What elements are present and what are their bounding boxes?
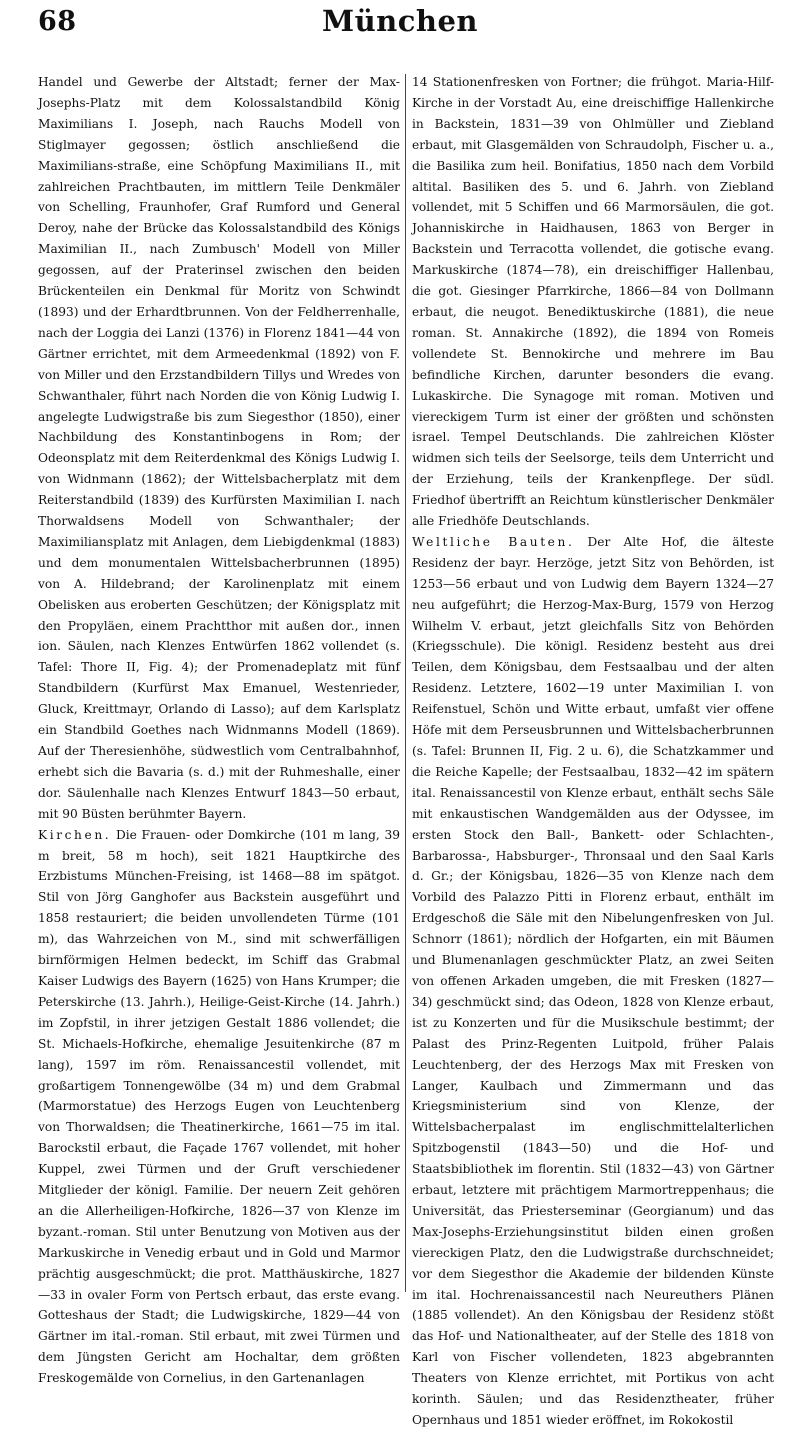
right-column bbox=[412, 72, 775, 1427]
paragraph-intro-text: Handel und Gewerbe der Altstadt; ferner der Max-Josephs-Platz mit dem Kolossalstandbild König Maximilians I. Joseph, nach Rauchs Modell von Stiglmayer gegossen; östlich anschließend die Maximilians-straße, eine Schöpfung Maximilians II., mit zahlreichen Prachtbauten, im mittlern Teile Denkmäler von Schelling, Fraunhofer, Graf Rumford und General Deroy, nahe der Brücke das Kolossalstandbild des Königs Maximilian II., nach Zumbusch' Modell von Miller gegossen, auf der Praterinsel zwischen den beiden Brückenteilen ein Denkmal für Moritz von Schwindt (1893) und der Erhardtbrunnen. Von der Feldherrenhalle, nach der Loggia dei Lanzi (1376) in Florenz 1841—44 von Gärtner errichtet, mit dem Armeedenkmal (1892) von F. von Miller und den Erzstandbildern Tillys und Wredes von Schwanthaler, führt nach Norden die von König Ludwig I. angelegte Ludwigstraße bis zum Siegesthor (1850), einer Nachbildung des Konstantinbogens in Rom; der Odeonsplatz mit dem Reiterdenkmal des Königs Ludwig I. von Widnmann (1862); der Wittelsbacherplatz mit dem Reiterstandbild (1839) des Kurfürsten Maximilian I. nach Thorwaldsens Modell von Schwanthaler; der Maximiliansplatz mit Anlagen, dem Liebigdenkmal (1883) und dem monumentalen Wittelsbacherbrunnen (1895) von A. Hildebrand; der Karolinenplatz mit einem Obelisken aus eroberten Geschützen; der Königsplatz mit den Propyläen, einem Prachtthor mit außen dor., innen ion. Säulen, nach Klenzes Entwürfen 1862 vollendet (s. Tafel: Thore II, Fig. 4); der Promenadeplatz mit fünf Standbildern (Kurfürst Max Emanuel, Westenrieder, Gluck, Kreittmayr, Orlando di Lasso); auf dem Karlsplatz ein Standbild Goethes nach Widnmanns Modell (1869). Auf der Theresienhöhe, südwestlich vom Centralbahnhof, erhebt sich die Bavaria (s. d.) mit der Ruhmeshalle, einer dor. Säulenhalle nach Klenzes Entwurf 1843—50 erbaut, mit 90 Büsten berühmter Bayern. bbox=[38, 75, 400, 821]
left-column bbox=[38, 72, 400, 1386]
paragraph-kirchen bbox=[38, 825, 400, 1389]
paragraph-intro bbox=[38, 72, 400, 825]
paragraph-kirchen-continued bbox=[412, 72, 774, 532]
paragraph-kirchen-text: Die Frauen- oder Domkirche (101 m lang, 39 m breit, 58 m hoch), seit 1821 Hauptkirche des Erzbistums München-Freising, ist 1468—88 im spätgot. Stil von Jörg Ganghofer aus Backstein ausgeführt und 1858 restauriert; die beiden unvollendeten Türme (101 m), das Wahrzeichen von M., sind mit schwerfälligen birnförmigen Helmen bedeckt, im Schiff das Grabmal Kaiser Ludwigs des Bayern (1625) von Hans Krumper; die Peterskirche (13. Jahrh.), Heilige-Geist-Kirche (14. Jahrh.) im Zopfstil, in ihrer jetzigen Gestalt 1886 vollendet; die St. Michaels-Hofkirche, ehemalige Jesuitenkirche (87 m lang), 1597 im röm. Renaissancestil vollendet, mit großartigem Tonnengewölbe (34 m) und dem Grabmal (Marmorstatue) des Herzogs Eugen von Leuchtenberg von Thorwaldsen; die Theatinerkirche, 1661—75 im ital. Barockstil erbaut, die Façade 1767 vollendet, mit hoher Kuppel, zwei Türmen und der Gruft verschiedener Mitglieder der königl. Familie. Der neuern Zeit gehören an die Allerheiligen-Hofkirche, 1826—37 von Klenze im byzant.-roman. Stil unter Benutzung von Motiven aus der Markuskirche in Venedig erbaut und in Gold und Marmor prächtig ausgeschmückt; die prot. Matthäuskirche, 1827—33 in ovaler Form von Pertsch erbaut, das erste evang. Gotteshaus der Stadt; die Ludwigskirche, 1829—44 von Gärtner im ital.-roman. Stil erbaut, mit zwei Türmen und dem Jüngsten Gericht am Hochaltar, dem größten Freskogemälde von Cornelius, in den Gartenanlagen bbox=[38, 827, 400, 1386]
paragraph-kirchen-continued-text: 14 Stationenfresken von Fortner; die frühgot. Maria-Hilf-Kirche in der Vorstadt Au, eine dreischiffige Hallenkirche in Backstein, 1831—39 von Ohlmüller und Ziebland erbaut, mit Glasgemälden von Schraudolph, Fischer u. a., die Basilika zum heil. Bonifatius, 1850 nach dem Vorbild altital. Basiliken des 5. und 6. Jahrh. von Ziebland vollendet, mit 5 Schiffen und 66 Marmorsäulen, die got. Johanniskirche in Haidhausen, 1863 von Berger in Backstein und Terracotta vollendet, die gotische evang. Markuskirche (1874—78), ein dreischiffiger Hallenbau, die got. Giesinger Pfarrkirche, 1866—84 von Dollmann erbaut, die neugot. Benediktuskirche (1881), die neue roman. St. Annakirche (1892), die 1894 von Romeis vollendete St. Bennokirche und mehrere im Bau befindliche Kirchen, darunter besonders die evang. Lukaskirche. Die Synagoge mit roman. Motiven und viereckigem Turm ist einer der größten und schönsten israel. Tempel Deutschlands. Die zahlreichen Klöster widmen sich teils der Seelsorge, teils dem Unterricht und der Erziehung, teils der Krankenpflege. Der südl. Friedhof übertrifft an Reichtum künstlerischer Denkmäler alle Friedhöfe Deutschlands. bbox=[412, 75, 774, 529]
paragraph-weltliche-bauten-text: Der Alte Hof, die älteste Residenz der bayr. Herzöge, jetzt Sitz von Behörden, ist 1253—56 erbaut und von Ludwig dem Bayern 1324—27 neu aufgeführt; die Herzog-Max-Burg, 1579 von Herzog Wilhelm V. erbaut, jetzt gleichfalls Sitz von Behörden (Kriegsschule). Die königl. Residenz besteht aus drei Teilen, dem Königsbau, dem Festsaalbau und der alten Residenz. Letztere, 1602—19 unter Maximilian I. von Reifenstuel, Schön und Witte erbaut, umfaßt vier offene Höfe mit dem Perseusbrunnen und Wittelsbacherbrunnen (s. Tafel: Brunnen II, Fig. 2 u. 6), die Schatzkammer und die Reiche Kapelle; der Festsaalbau, 1832—42 im spätern ital. Renaissancestil von Klenze erbaut, enthält sechs Säle mit enkaustischen Wandgemälden aus der Odyssee, im ersten Stock den Ball-, Bankett- oder Schlachten-, Barbarossa-, Habsburger-, Thronsaal und den Saal Karls d. Gr.; der Königsbau, 1826—35 von Klenze nach dem Vorbild des Palazzo Pitti in Florenz erbaut, enthält im Erdgeschoß die Säle mit den Nibelungenfresken von Jul. Schnorr (1861); nördlich der Hofgarten, ein mit Bäumen und Blumenanlagen geschmückter Platz, an zwei Seiten von offenen Arkaden umgeben, die mit Fresken (1827—34) geschmückt sind; das Odeon, 1828 von Klenze erbaut, ist zu Konzerten und für die Musikschule bestimmt; der Palast des Prinz-Regenten Luitpold, früher Palais Leuchtenberg, der des Herzogs Max mit Fresken von Langer, Kaulbach und Zimmermann und das Kriegsministerium sind von Klenze, der Wittelsbacherpalast im englischmittelalterlichen Spitzbogenstil (1843—50) und die Hof- und Staatsbibliothek im florentin. Stil (1832—43) von Gärtner erbaut, letztere mit prächtigem Marmortreppenhaus; die Universität, das Priesterseminar (Georgianum) und das Max-Josephs-Erziehungsinstitut bilden einen großen viereckigen Platz, den die Ludwigstraße durchschneidet; vor dem Siegesthor die Akademie der bildenden Künste im ital. Hochrenaissancestil nach Neureuthers Plänen (1885 vollendet). An den Königsbau der Residenz stößt das Hof- und Nationaltheater, auf der Stelle des 1818 von Karl von Fischer vollendeten, 1823 abgebrannten Theaters von Klenze errichtet, mit Portikus von acht korinth. Säulen; und das Residenztheater, früher Opernhaus und 1851 wieder eröffnet, im Rokokostil bbox=[412, 534, 775, 1427]
section-heading-weltliche-bauten: Weltliche Bauten. bbox=[412, 534, 575, 549]
page-number: 68 bbox=[38, 6, 77, 37]
paragraph-weltliche-bauten bbox=[412, 532, 774, 1431]
column-divider bbox=[405, 74, 406, 1292]
page-title: München bbox=[321, 4, 479, 38]
section-heading-kirchen: Kirchen. bbox=[38, 827, 112, 842]
